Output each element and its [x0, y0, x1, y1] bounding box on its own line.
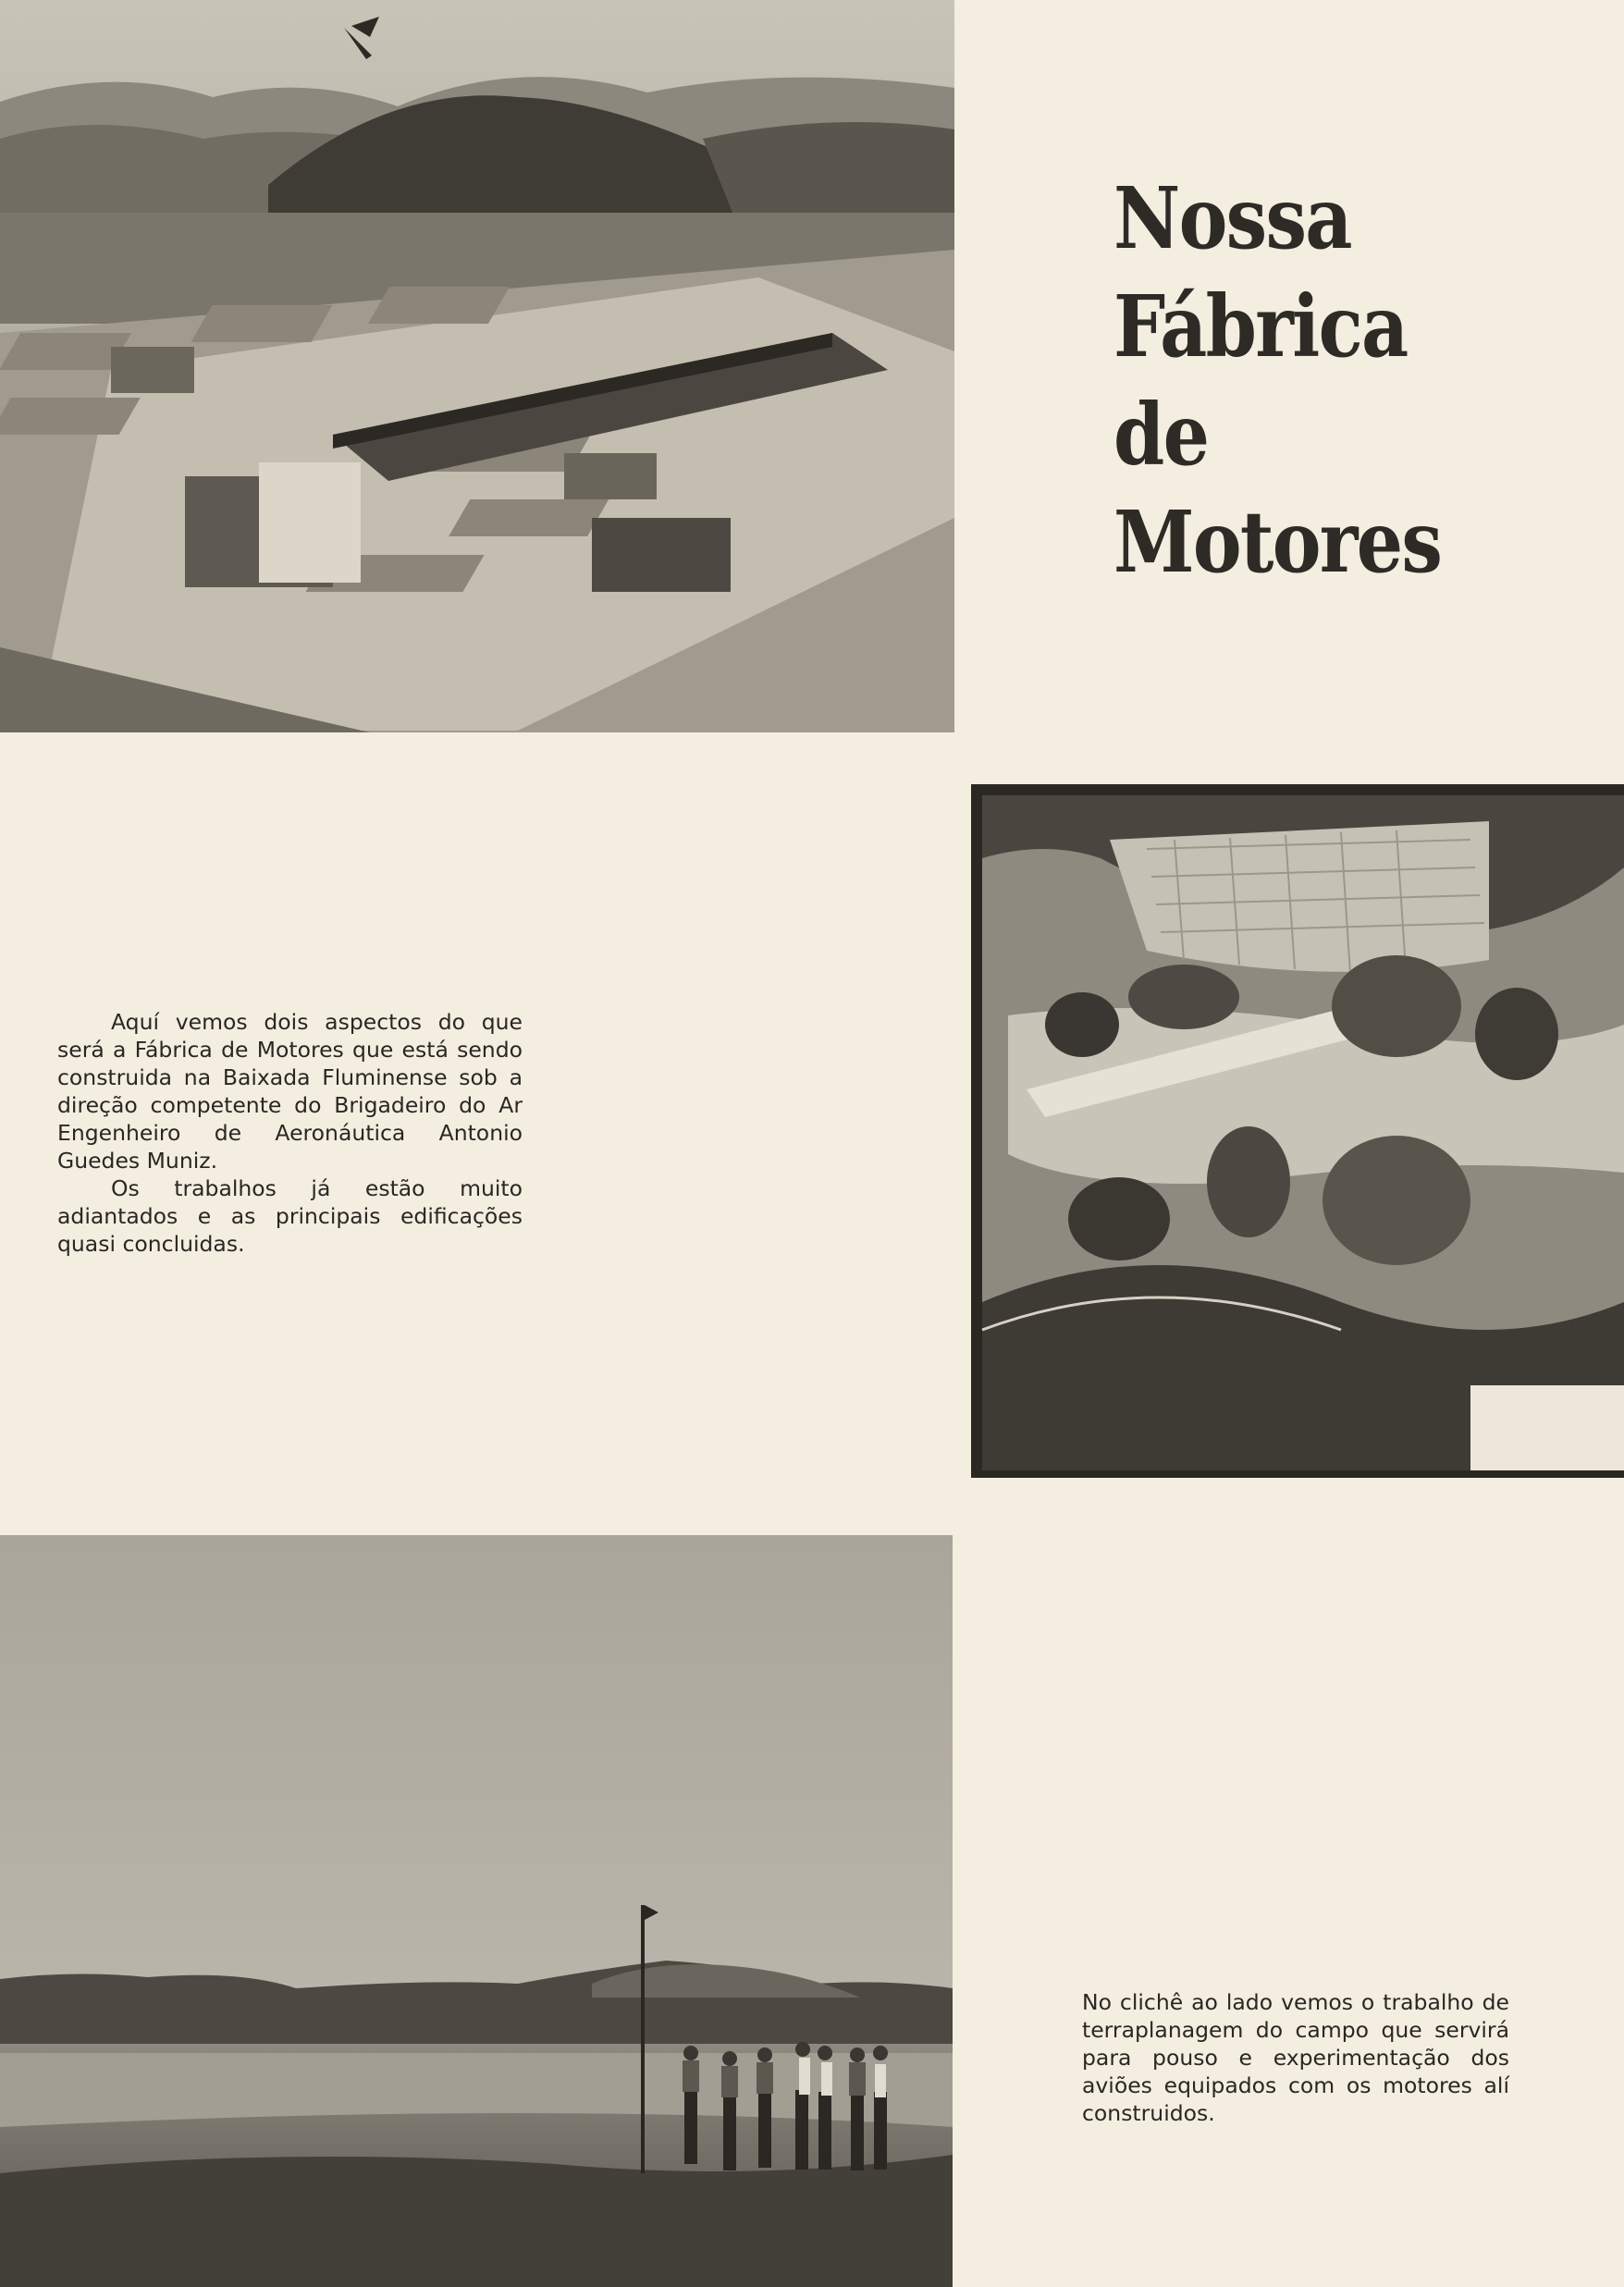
caption-factory: [57, 1008, 523, 1258]
caption-factory-paragraph-2: Os trabalhos já estão muito adiantados e as principais edificações quasi concluidas.: [57, 1175, 523, 1257]
page-title: [1113, 165, 1441, 596]
caption-airfield: No clichê ao lado vemos o trabalho de terraplanagem do campo que servirá para pouso e experimentação dos aviões equipados com os motores alí construidos.: [1082, 1989, 1509, 2126]
title-line-4: Motores: [1113, 492, 1442, 593]
factory-aerial-illustration: [0, 0, 954, 732]
airfield-terraplaning-photo: [0, 1535, 953, 2287]
title-line-3: de: [1113, 384, 1209, 485]
title-line-2: Fábrica: [1113, 276, 1408, 376]
title-line-1: Nossa: [1113, 168, 1351, 268]
caption-factory-paragraph-1: Aquí vemos dois aspectos do que será a Fábrica de Motores que está sendo construida na Baixada Fluminense sob a direção competente do Brigadeiro do Ar Engenheiro de Aeronáutica Antonio Guedes Muniz.: [57, 1009, 523, 1174]
site-plan-map-photo: [971, 784, 1624, 1478]
